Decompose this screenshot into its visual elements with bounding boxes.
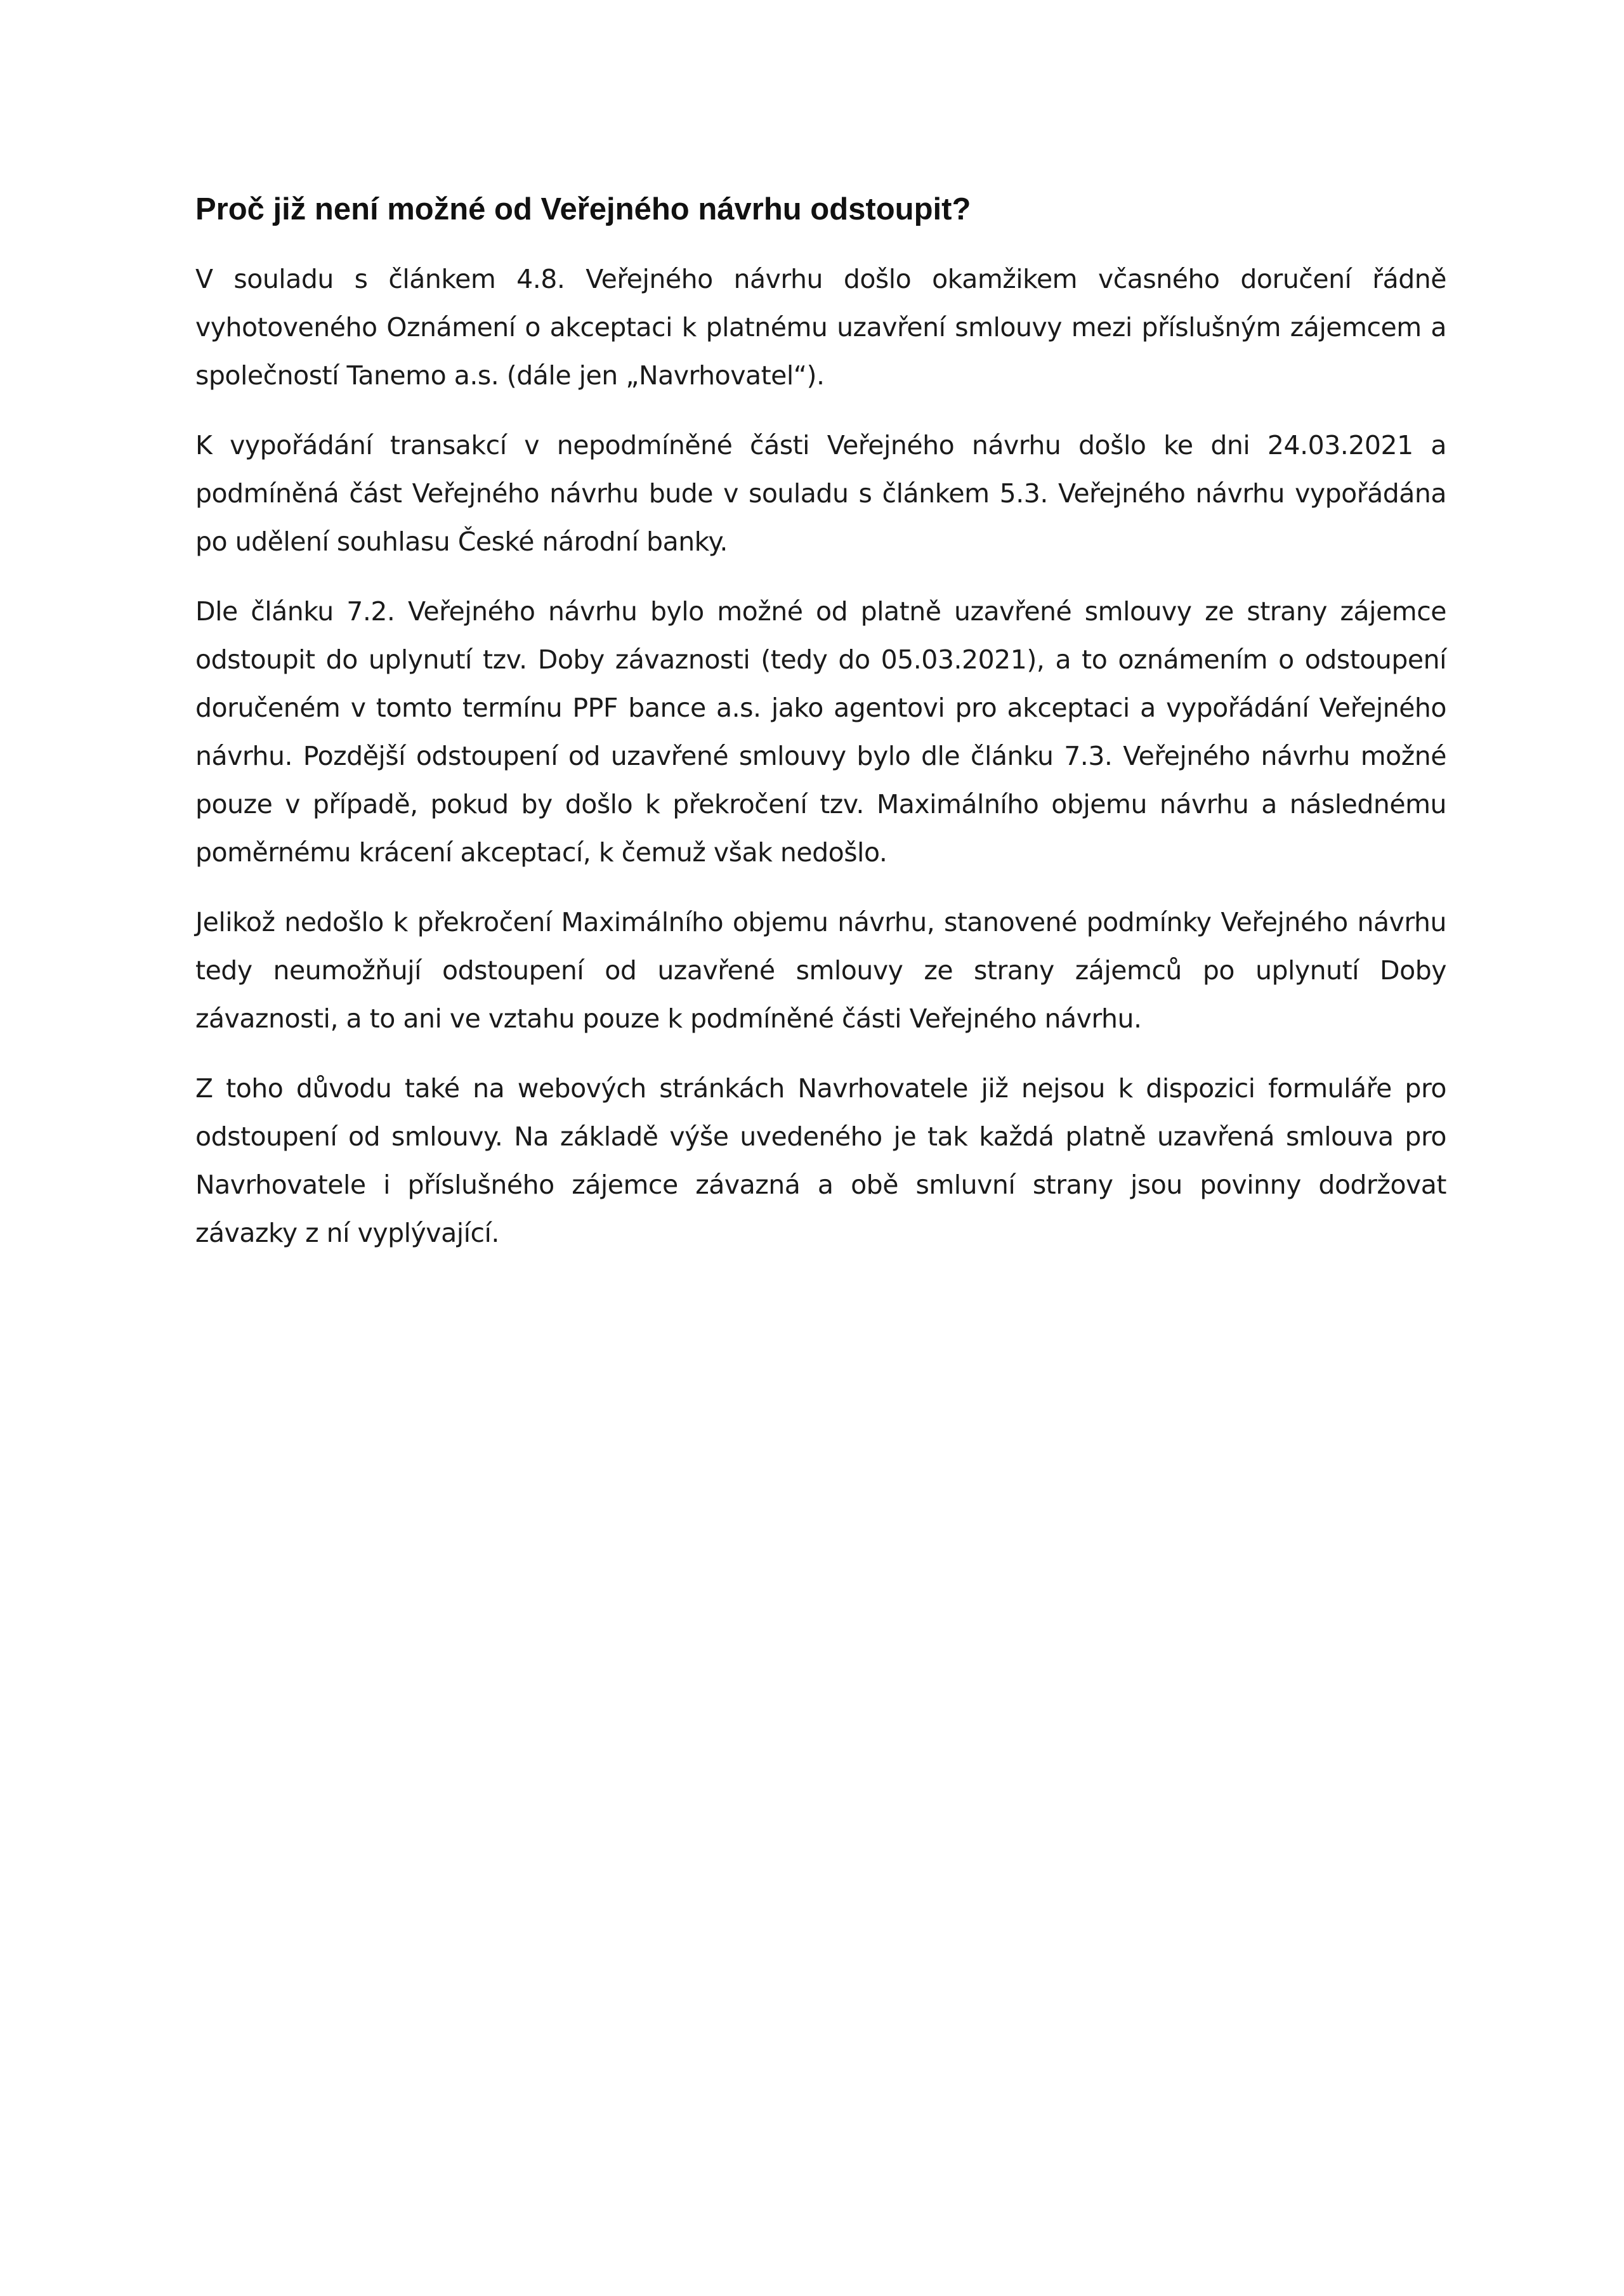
document-title: Proč již není možné od Veřejného návrhu odstoupit? (195, 192, 971, 226)
paragraph-article-7-2: Dle článku 7.2. Veřejného návrhu bylo možné od platně uzavřené smlouvy ze strany zájemce odstoupit do uplynutí tzv. Doby závaznosti (tedy do 05.03.2021), a to oznámením o odstoupení doručeném v tomto termínu PPF bance a.s. jako agentovi pro akceptaci a vypořádání Veřejného návrhu. Pozdější odstoupení od uzavřené smlouvy bylo dle článku 7.3. Veřejného návrhu možné pouze v případě, pokud by došlo k překročení tzv. Maximálního objemu návrhu a následnému poměrnému krácení akceptací, k čemuž však nedošlo. (195, 596, 1446, 868)
paragraph-conclusion: Z toho důvodu také na webových stránkách Navrhovatele již nejsou k dispozici formuláře pro odstoupení od smlouvy. Na základě výše uvedeného je tak každá platně uzavřená smlouva pro Navrhovatele i příslušného zájemce závazná a obě smluvní strany jsou povinny dodržovat závazky z ní vyplývající. (195, 1073, 1446, 1248)
paragraph-maximum-volume: Jelikož nedošlo k překročení Maximálního objemu návrhu, stanovené podmínky Veřejného návrhu tedy neumožňují odstoupení od uzavřené smlouvy ze strany zájemců po uplynutí Doby závaznosti, a to ani ve vztahu pouze k podmíněné části Veřejného návrhu. (195, 907, 1446, 1034)
paragraph-withdrawal-article-4-8: V souladu s článkem 4.8. Veřejného návrhu došlo okamžikem včasného doručení řádně vyhotoveného Oznámení o akceptaci k platnému uzavření smlouvy mezi příslušným zájemcem a společností Tanemo a.s. (dále jen „Navrhovatel“). (195, 264, 1446, 391)
paragraph-settlement: K vypořádání transakcí v nepodmíněné části Veřejného návrhu došlo ke dni 24.03.2021 a podmíněná část Veřejného návrhu bude v souladu s článkem 5.3. Veřejného návrhu vypořádána po udělení souhlasu České národní banky. (195, 430, 1446, 557)
document-body (195, 190, 1446, 1279)
